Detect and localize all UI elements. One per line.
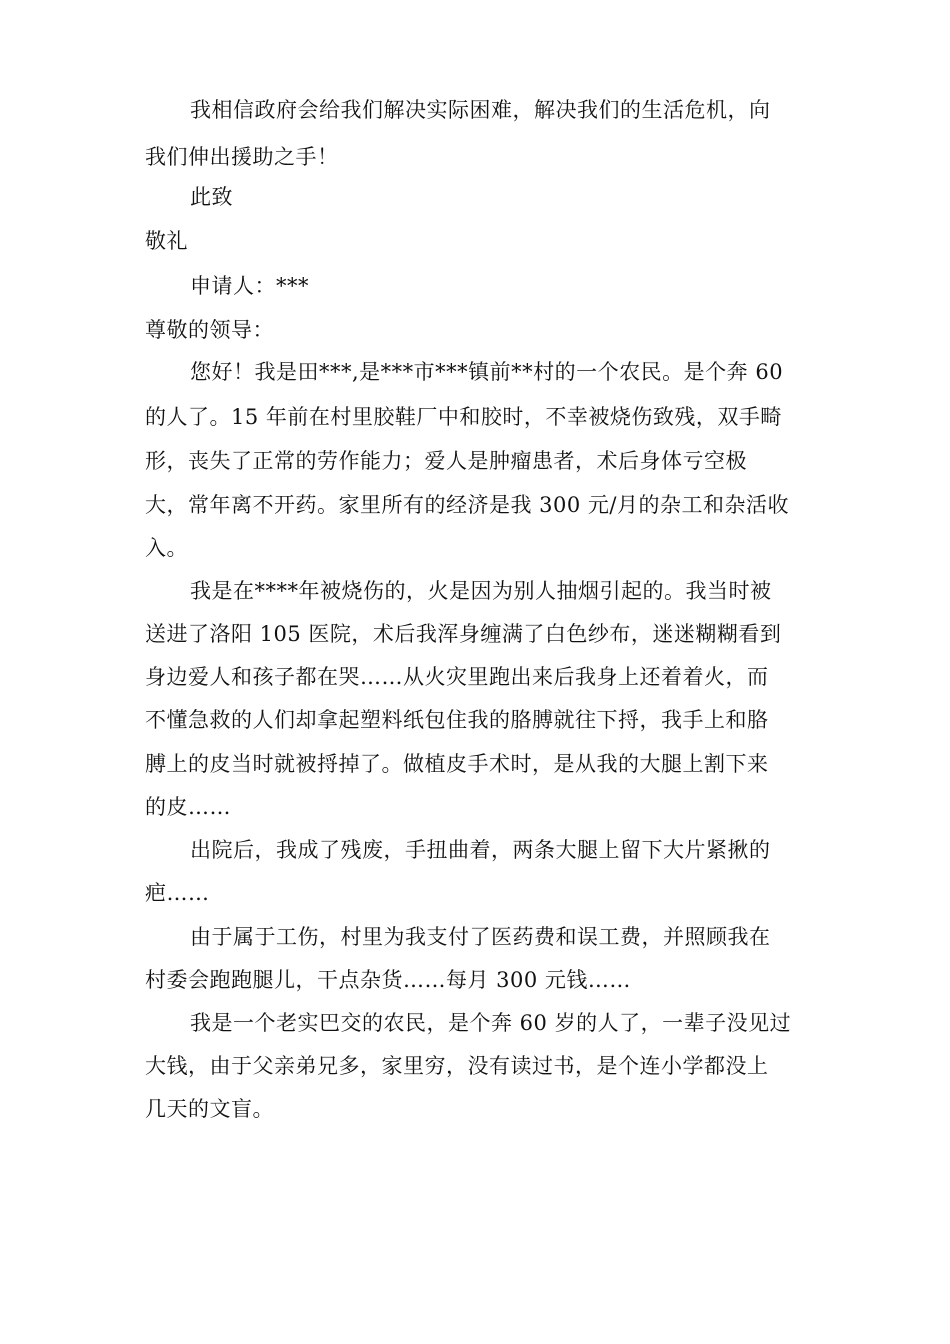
text-line: 我相信政府会给我们解决实际困难，解决我们的生活危机，向 <box>190 98 771 122</box>
salutation-line: 敬礼 <box>145 229 188 253</box>
letter-greeting: 尊敬的领导： <box>145 318 274 342</box>
text-line: 出院后，我成了残废，手扭曲着，两条大腿上留下大片紧揪的 <box>190 838 771 862</box>
text-line: 的皮…… <box>145 795 231 819</box>
text-line: 由于属于工伤，村里为我支付了医药费和误工费，并照顾我在 <box>190 925 771 949</box>
salutation-line: 此致 <box>190 185 233 209</box>
text-line: 疤…… <box>145 881 210 905</box>
text-line: 大，常年离不开药。家里所有的经济是我 300 元/月的杂工和杂活收 <box>145 493 790 517</box>
text-line: 我们伸出援助之手！ <box>145 145 339 169</box>
text-line: 身边爱人和孩子都在哭……从火灾里跑出来后我身上还着着火，而 <box>145 665 769 689</box>
text-line: 几天的文盲。 <box>145 1097 274 1121</box>
text-line: 膊上的皮当时就被捋掉了。做植皮手术时，是从我的大腿上割下来 <box>145 752 769 776</box>
text-line: 送进了洛阳 105 医院，术后我浑身缠满了白色纱布，迷迷糊糊看到 <box>145 622 782 646</box>
text-line: 入。 <box>145 536 188 560</box>
text-line: 形，丧失了正常的劳作能力；爱人是肿瘤患者，术后身体亏空极 <box>145 449 747 473</box>
text-line: 大钱，由于父亲弟兄多，家里穷，没有读过书，是个连小学都没上 <box>145 1054 769 1078</box>
text-line: 我是在****年被烧伤的，火是因为别人抽烟引起的。我当时被 <box>190 579 772 603</box>
applicant-signature: 申请人：*** <box>190 274 309 298</box>
text-line: 不懂急救的人们却拿起塑料纸包住我的胳膊就往下捋，我手上和胳 <box>145 708 769 732</box>
text-line: 您好！我是田***,是***市***镇前**村的一个农民。是个奔 60 <box>190 360 784 384</box>
text-line: 我是一个老实巴交的农民，是个奔 60 岁的人了，一辈子没见过 <box>190 1011 792 1035</box>
text-line: 村委会跑跑腿儿，干点杂货……每月 300 元钱…… <box>145 968 631 992</box>
text-line: 的人了。15 年前在村里胶鞋厂中和胶时，不幸被烧伤致残，双手畸 <box>145 405 782 429</box>
